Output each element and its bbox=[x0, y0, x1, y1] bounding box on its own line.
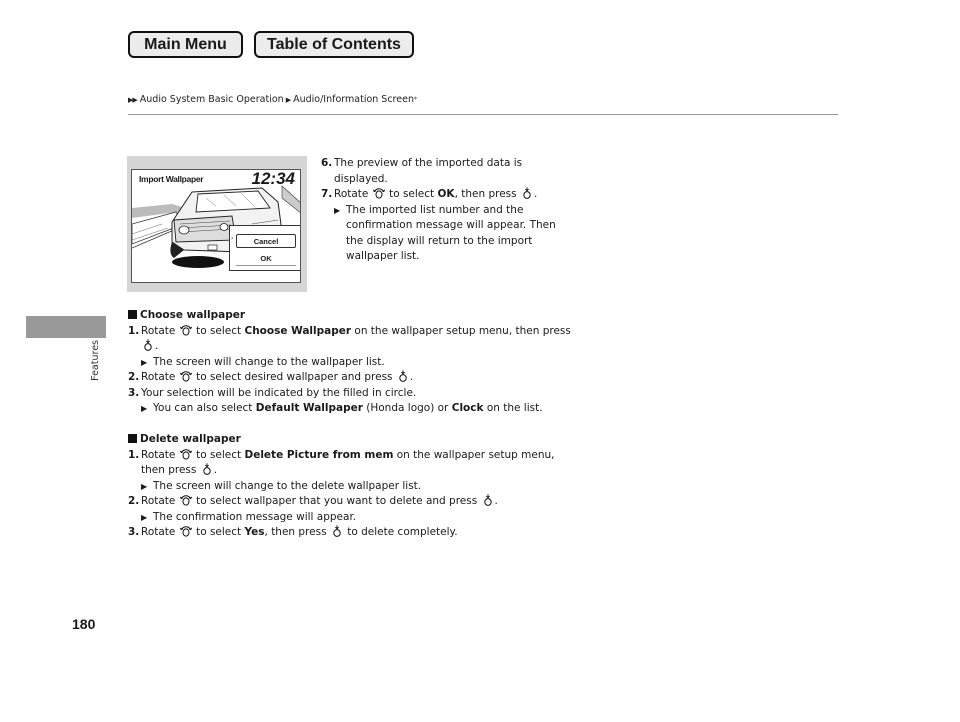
step-number: 3. bbox=[128, 386, 140, 399]
step-text: Rotate bbox=[334, 188, 369, 200]
cancel-button[interactable]: Cancel bbox=[236, 234, 296, 248]
result-arrow-icon: ▶ bbox=[141, 357, 148, 367]
step-number: 3. bbox=[128, 526, 140, 538]
step-text: , then press bbox=[454, 188, 517, 200]
interface-dial-rotate-icon bbox=[180, 494, 192, 506]
interface-dial-press-icon bbox=[142, 339, 154, 351]
chapter-label: Features bbox=[90, 340, 101, 381]
step-text: Rotate bbox=[141, 324, 176, 337]
interface-dial-rotate-icon bbox=[180, 448, 192, 460]
interface-dial-rotate-icon bbox=[373, 187, 385, 199]
result-text: confirmation message will appear. Then bbox=[346, 219, 556, 231]
step-text: to select bbox=[389, 188, 435, 200]
interface-dial-press-icon bbox=[331, 525, 343, 537]
step-number: 2. bbox=[128, 371, 140, 383]
step-number: 1. bbox=[128, 324, 140, 337]
square-bullet-icon bbox=[128, 310, 137, 319]
step-text: Rotate bbox=[141, 371, 176, 383]
interface-dial-press-icon bbox=[521, 187, 533, 199]
result-text: The imported list number and the bbox=[346, 203, 524, 216]
step-text: Your selection will be indicated by the filled in circle. bbox=[141, 386, 417, 399]
step-text: , then press bbox=[264, 526, 327, 538]
import-steps bbox=[321, 156, 556, 265]
main-menu-button[interactable]: Main Menu bbox=[128, 31, 243, 58]
display-screen bbox=[131, 169, 301, 283]
result-arrow-icon: ▶ bbox=[334, 205, 341, 215]
delete-wallpaper-section bbox=[128, 432, 555, 541]
result-arrow-icon: ▶ bbox=[141, 512, 148, 522]
step-text: to select desired wallpaper and press bbox=[196, 371, 393, 383]
step-text: Rotate bbox=[141, 526, 176, 538]
chapter-tab[interactable] bbox=[26, 316, 106, 338]
step-text: to select bbox=[196, 324, 242, 337]
screen-clock: 12:34 bbox=[251, 169, 295, 188]
footnote-mark: * bbox=[413, 96, 417, 103]
page-number: 180 bbox=[72, 616, 96, 632]
step-number: 1. bbox=[128, 448, 140, 461]
square-bullet-icon bbox=[128, 434, 137, 443]
result-text: (Honda logo) or bbox=[366, 402, 449, 414]
step-number: 2. bbox=[128, 495, 140, 507]
header-divider bbox=[128, 114, 838, 115]
interface-dial-rotate-icon bbox=[180, 370, 192, 382]
step-text: The preview of the imported data is bbox=[334, 157, 523, 169]
step-text: to delete completely. bbox=[347, 526, 458, 538]
yes-label: Yes bbox=[244, 526, 265, 538]
interface-dial-press-icon bbox=[201, 463, 213, 475]
step-text: then press bbox=[141, 464, 197, 476]
step-text: to select bbox=[196, 448, 242, 461]
breadcrumb-item-audio-info-screen[interactable]: Audio/Information Screen bbox=[293, 94, 414, 105]
menu-item-label: Clock bbox=[451, 402, 484, 414]
step-text: Rotate bbox=[141, 448, 176, 461]
result-text: the display will return to the import bbox=[346, 234, 533, 247]
step-text: . bbox=[155, 340, 159, 352]
step-text: . bbox=[409, 371, 414, 383]
menu-item-label: Default Wallpaper bbox=[255, 402, 363, 414]
breadcrumb-item-audio-system[interactable]: Audio System Basic Operation bbox=[139, 94, 284, 105]
step-text: on the wallpaper setup menu, bbox=[396, 448, 555, 461]
step-text: displayed. bbox=[334, 172, 388, 185]
result-text: on the list. bbox=[486, 402, 543, 414]
step-number: 6. bbox=[321, 157, 333, 169]
interface-dial-press-icon bbox=[397, 370, 409, 382]
result-text: You can also select bbox=[153, 402, 253, 414]
breadcrumb bbox=[128, 94, 417, 105]
section-heading: Choose wallpaper bbox=[140, 309, 246, 321]
section-heading: Delete wallpaper bbox=[140, 433, 241, 445]
menu-item-label: Choose Wallpaper bbox=[244, 324, 352, 337]
menu-item-label: Delete Picture from mem bbox=[244, 448, 394, 461]
screen-title: Import Wallpaper bbox=[139, 174, 204, 184]
step-text: . bbox=[213, 464, 218, 476]
screen-illustration bbox=[127, 156, 307, 292]
breadcrumb-arrow-icon: ▶ bbox=[285, 95, 291, 104]
interface-dial-rotate-icon bbox=[180, 324, 192, 336]
ok-label: OK bbox=[437, 188, 455, 200]
step-text: to select wallpaper that you want to delete and press bbox=[196, 495, 478, 507]
step-text: . bbox=[533, 188, 538, 200]
step-text: to select bbox=[196, 526, 242, 538]
ok-button[interactable]: OK bbox=[236, 252, 296, 266]
cursor-icon: › bbox=[231, 235, 234, 242]
breadcrumb-arrow-icon: ▶▶ bbox=[128, 95, 137, 104]
interface-dial-rotate-icon bbox=[180, 525, 192, 537]
result-text: The screen will change to the wallpaper list. bbox=[153, 355, 385, 368]
step-text: on the wallpaper setup menu, then press bbox=[354, 324, 571, 337]
choose-wallpaper-section bbox=[128, 308, 571, 417]
result-arrow-icon: ▶ bbox=[141, 481, 148, 491]
interface-dial-press-icon bbox=[482, 494, 494, 506]
step-text: . bbox=[494, 495, 498, 507]
result-arrow-icon: ▶ bbox=[141, 404, 148, 413]
table-of-contents-button[interactable]: Table of Contents bbox=[254, 31, 414, 58]
step-text: Rotate bbox=[141, 495, 176, 507]
step-number: 7. bbox=[321, 188, 333, 200]
confirm-dialog bbox=[229, 225, 301, 271]
result-text: The screen will change to the delete wallpaper list. bbox=[153, 479, 422, 492]
result-text: The confirmation message will appear. bbox=[153, 510, 357, 523]
result-text: wallpaper list. bbox=[346, 250, 420, 262]
